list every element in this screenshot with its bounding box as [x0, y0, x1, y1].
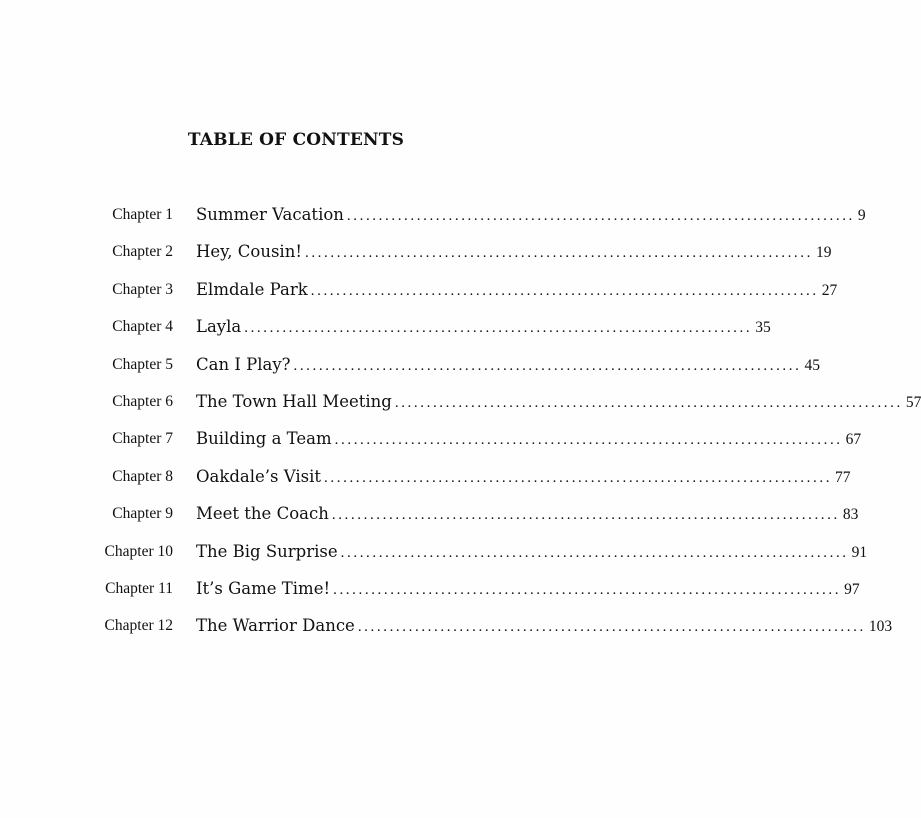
toc-entry	[0, 346, 820, 383]
chapter-number: Chapter 7	[112, 430, 173, 448]
toc-entry-line	[196, 383, 921, 422]
toc-entry	[0, 196, 866, 233]
page-number: 77	[835, 468, 851, 486]
chapter-title: Elmdale Park	[196, 279, 308, 299]
chapter-title: It’s Game Time!	[196, 578, 331, 598]
chapter-number: Chapter 12	[104, 617, 173, 635]
toc-entry-line	[196, 533, 868, 572]
toc-list	[0, 196, 921, 645]
chapter-title: Oakdale’s Visit	[196, 466, 322, 486]
chapter-number: Chapter 1	[112, 206, 173, 223]
toc-entry-line	[196, 458, 851, 497]
chapter-number: Chapter 8	[112, 467, 173, 485]
dot-leader: ................................................................................	[304, 245, 813, 262]
chapter-number: Chapter 6	[112, 392, 173, 410]
dot-leader: ................................................................................	[357, 619, 866, 636]
toc-entry	[0, 607, 893, 644]
dot-leader: ................................................................................	[346, 208, 855, 224]
page-title: TABLE OF CONTENTS	[187, 130, 405, 150]
dot-leader: ................................................................................	[331, 507, 840, 524]
toc-entry-line	[196, 607, 893, 646]
page-number: 67	[845, 431, 862, 449]
dot-leader: ................................................................................	[244, 320, 753, 337]
toc-entry-line	[196, 346, 820, 385]
page-number: 103	[868, 618, 893, 636]
toc-entry-line	[196, 570, 860, 609]
chapter-number: Chapter 5	[112, 355, 173, 373]
dot-leader: ................................................................................	[310, 282, 819, 299]
toc-entry-line	[196, 495, 859, 534]
dot-leader: ................................................................................	[293, 357, 802, 374]
page-number: 83	[842, 506, 859, 524]
page-number: 35	[755, 319, 771, 337]
chapter-title: The Big Surprise	[196, 541, 338, 561]
chapter-number: Chapter 2	[112, 243, 173, 261]
page-number: 9	[857, 207, 866, 224]
chapter-number: Chapter 3	[112, 280, 173, 298]
chapter-title: Layla	[196, 317, 242, 337]
chapter-title: Can I Play?	[196, 354, 291, 374]
chapter-number: Chapter 9	[112, 505, 173, 523]
dot-leader: ................................................................................	[333, 581, 842, 598]
toc-entry	[0, 533, 868, 570]
dot-leader: ................................................................................	[334, 432, 843, 449]
page-number: 91	[851, 543, 868, 561]
toc-entry	[0, 271, 838, 308]
dot-leader: ................................................................................	[324, 469, 833, 486]
chapter-title: The Town Hall Meeting	[196, 391, 392, 411]
chapter-title: Summer Vacation	[196, 205, 344, 224]
chapter-number: Chapter 10	[104, 542, 173, 560]
page-number: 97	[844, 580, 860, 598]
chapter-title: Building a Team	[196, 429, 332, 449]
dot-leader: ................................................................................	[394, 394, 903, 411]
toc-entry	[0, 383, 921, 420]
toc-entry-line	[196, 308, 771, 347]
toc-entry	[0, 233, 832, 270]
chapter-number: Chapter 11	[105, 579, 173, 597]
page-number: 27	[821, 281, 838, 299]
toc-entry	[0, 495, 859, 532]
toc-entry	[0, 420, 862, 457]
page-number: 19	[815, 244, 832, 262]
chapter-number: Chapter 4	[112, 318, 173, 336]
toc-entry	[0, 458, 851, 495]
toc-entry-line	[196, 271, 838, 310]
toc-entry	[0, 570, 860, 607]
toc-entry-line	[196, 233, 832, 272]
toc-entry-line	[196, 420, 862, 459]
page-number: 57	[905, 393, 921, 411]
chapter-title: The Warrior Dance	[196, 616, 355, 636]
chapter-title: Meet the Coach	[196, 504, 329, 524]
toc-entry	[0, 308, 771, 345]
page-number: 45	[804, 356, 820, 374]
toc-entry-line	[196, 196, 866, 235]
dot-leader: ................................................................................	[340, 544, 849, 561]
chapter-title: Hey, Cousin!	[196, 242, 302, 262]
